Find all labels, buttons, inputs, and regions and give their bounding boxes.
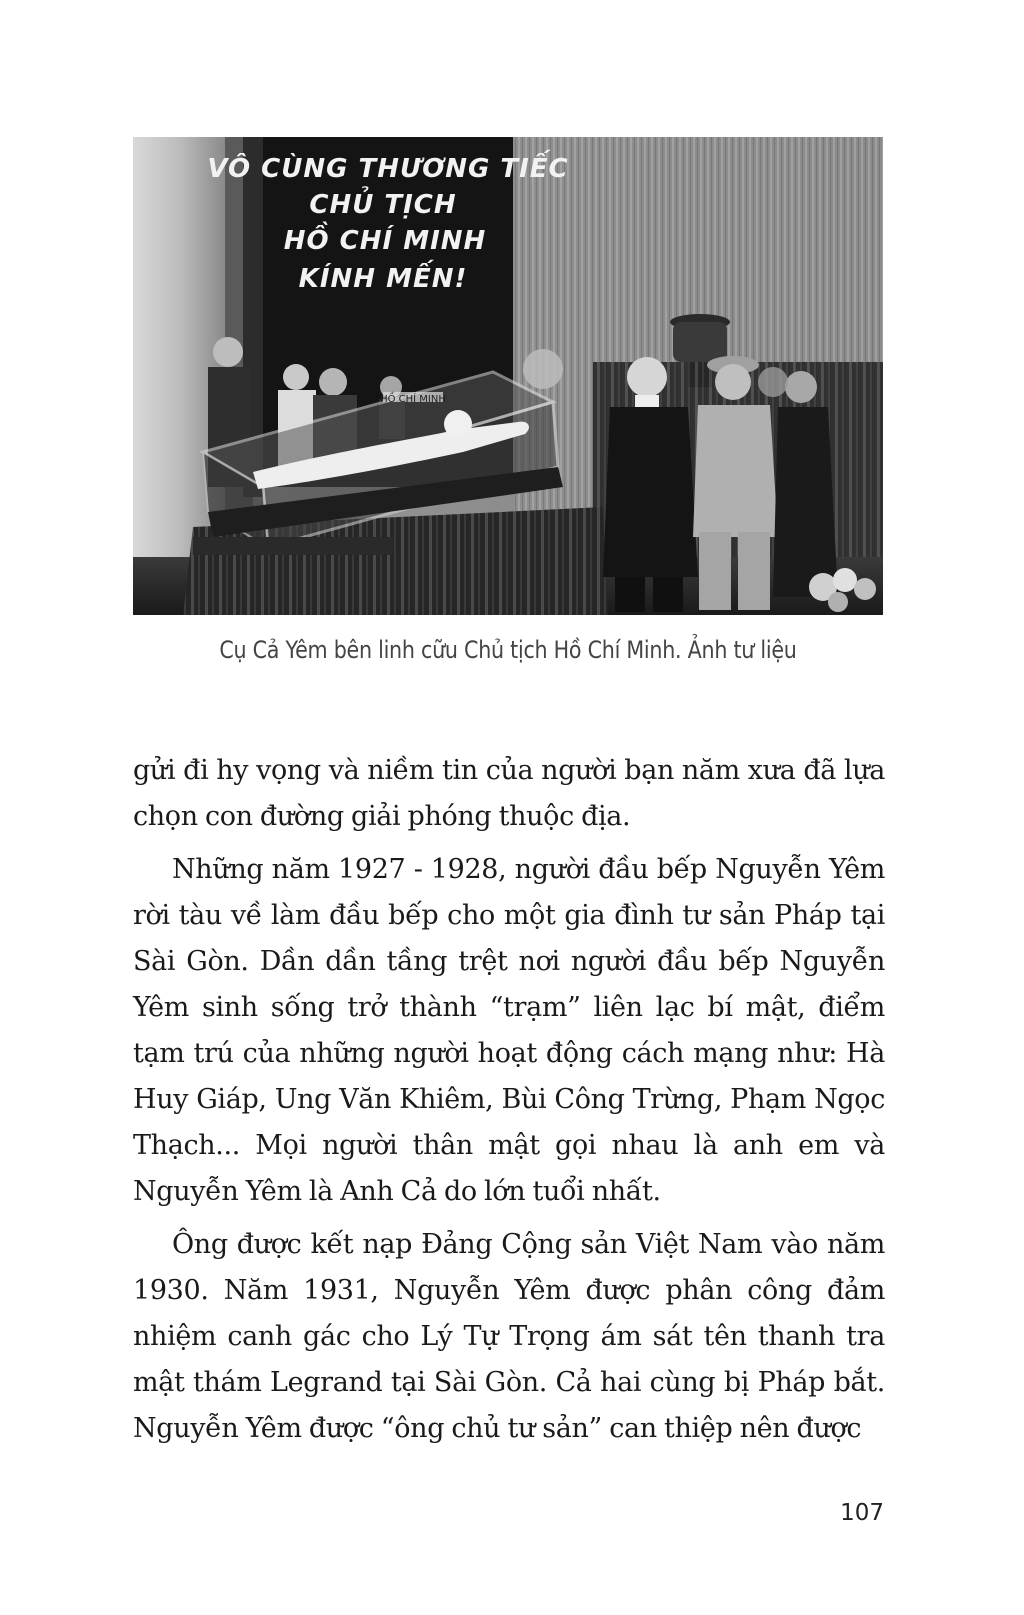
paragraph: Ông được kết nạp Đảng Cộng sản Việt Nam vào năm 1930. Năm 1931, Nguyễn Yêm được phân công đảm nhiệm canh gác cho Lý Tự Trọng ám sát tên thanh tra mật thám Legrand tại Sài Gòn. Cả hai cùng bị Pháp bắt. Nguyễn Yêm được “ông chủ tư sản” can thiệp nên được — [133, 1229, 885, 1444]
banner-line-2: CHỦ TỊCH — [309, 190, 457, 220]
body-text — [133, 748, 885, 1459]
photo-caption: Cụ Cả Yêm bên linh cữu Chủ tịch Hồ Chí Minh. Ảnh tư liệu — [219, 636, 797, 664]
paragraph: Những năm 1927 - 1928, người đầu bếp Nguyễn Yêm rời tàu về làm đầu bếp cho một gia đình tư sản Pháp tại Sài Gòn. Dần dần tầng trệt nơi người đầu bếp Nguyễn Yêm sinh sống trở thành “trạm” liên lạc bí mật, điểm tạm trú của những người hoạt động cách mạng như: Hà Huy Giáp, Ung Văn Khiêm, Bùi Công Trừng, Phạm Ngọc Thạch... Mọi người thân mật gọi nhau là anh em và Nguyễn Yêm là Anh Cả do lớn tuổi nhất. — [133, 854, 885, 1207]
banner-line-1: VÔ CÙNG THƯƠNG TIẾC — [207, 154, 569, 184]
banner-line-3: HỒ CHÍ MINH — [283, 226, 487, 256]
archival-photo — [133, 137, 883, 615]
photo-drawing — [133, 137, 883, 615]
paragraph: gửi đi hy vọng và niềm tin của người bạn năm xưa đã lựa chọn con đường giải phóng thuộc địa. — [133, 755, 885, 832]
page-number: 107 — [840, 1500, 884, 1526]
banner-line-4: KÍNH MẾN! — [298, 264, 468, 294]
coffin-label: HỒ CHÍ MINH — [380, 394, 446, 405]
honor-guard-right — [603, 356, 838, 612]
